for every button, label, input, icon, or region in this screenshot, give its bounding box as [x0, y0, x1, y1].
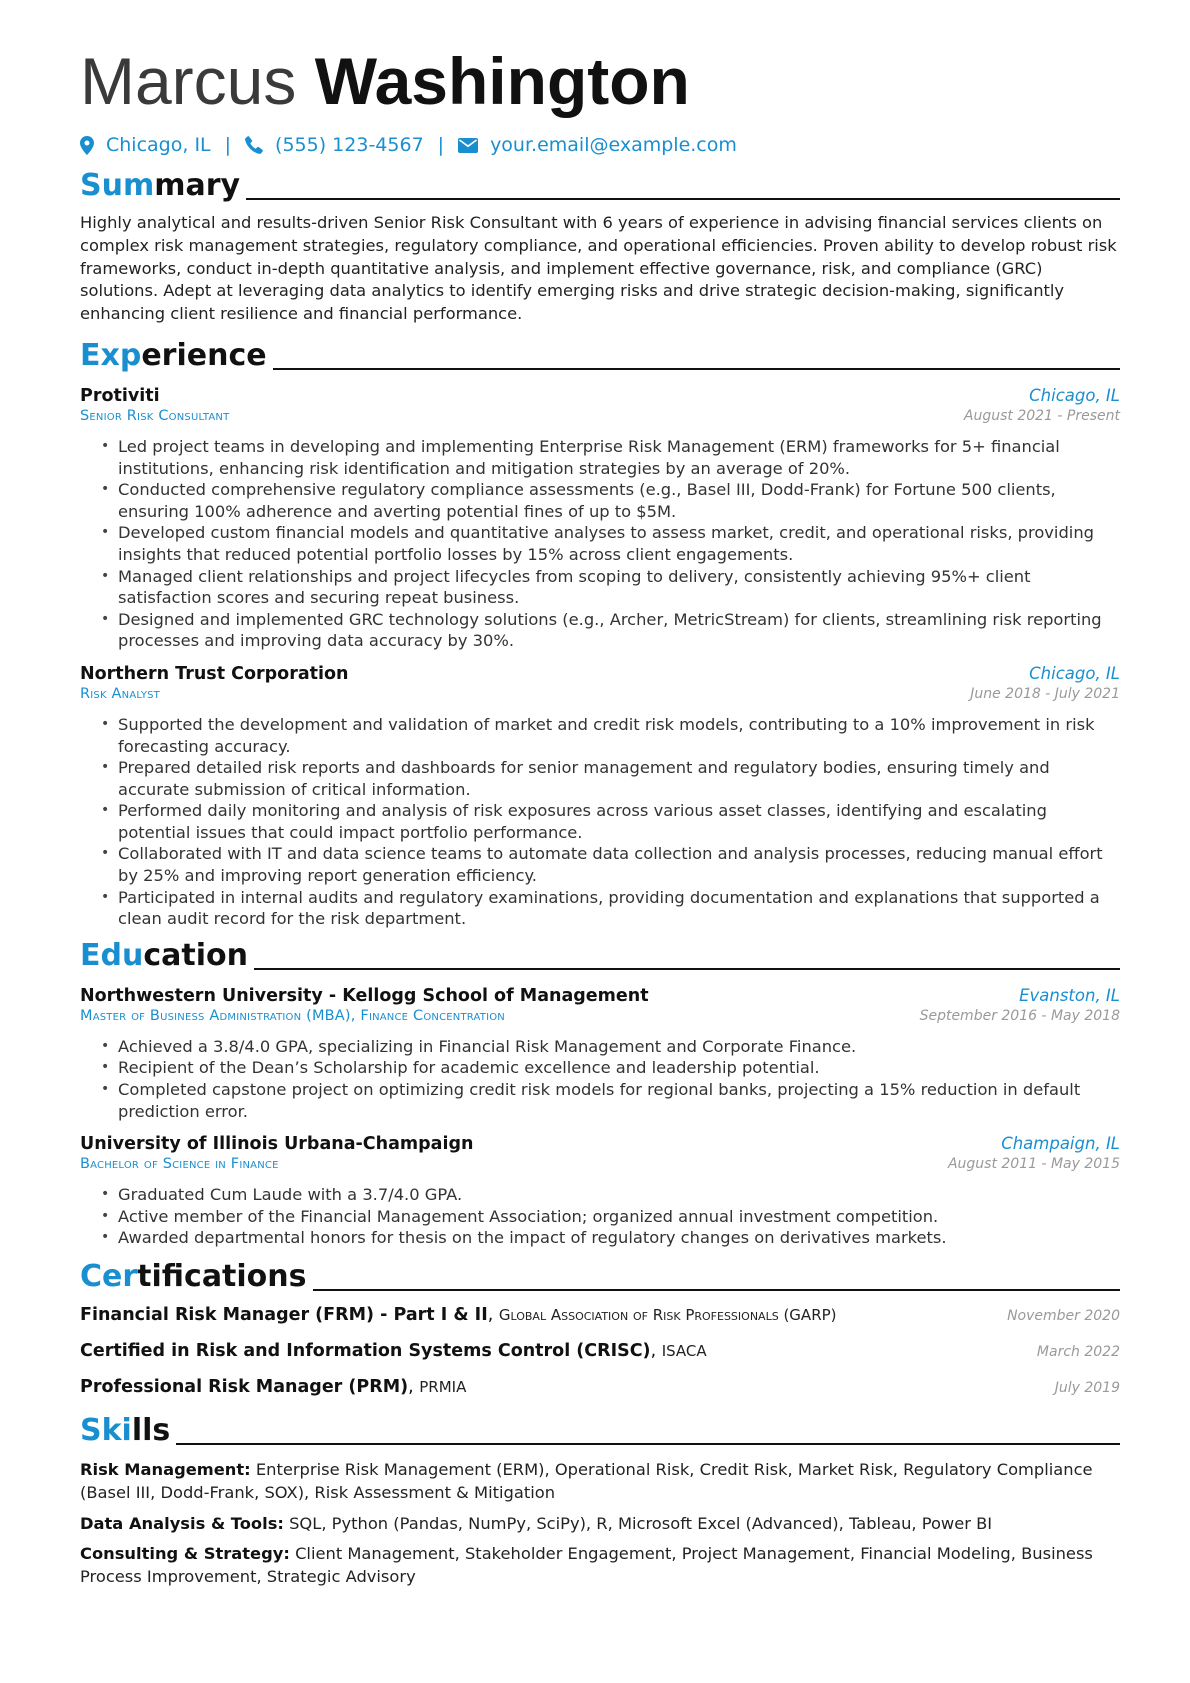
cert-name: Professional Risk Manager (PRM)	[80, 1377, 409, 1398]
job-title: Risk Analyst	[80, 685, 160, 702]
degree: Bachelor of Science in Finance	[80, 1156, 279, 1173]
list-item: • Conducted comprehensive regulatory compliance assessments (e.g., Basel III, Dodd-Frank) for Fortune 500 clients, ensuring 100% adherence and averting potential fines of up to $5M.	[118, 479, 1120, 522]
company-name: Protiviti	[80, 385, 160, 406]
certification-item: Certified in Risk and Information Systems Control (CRISC), ISACA March 2022	[80, 1341, 1120, 1362]
skills-heading: Skills	[80, 1411, 1120, 1451]
list-item: • Performed daily monitoring and analysis of risk exposures across various asset classes, identifying and escalating potential issues that could impact portfolio performance.	[118, 800, 1120, 843]
school-name: University of Illinois Urbana-Champaign	[80, 1134, 474, 1155]
list-item: • Collaborated with IT and data science teams to automate data collection and analysis processes, reducing manual effort by 25% and improving report generation efficiency.	[118, 843, 1120, 886]
skill-label: Data Analysis & Tools:	[80, 1513, 284, 1533]
section-divider	[313, 1289, 1120, 1291]
education-bullets	[80, 1036, 1120, 1122]
company-name: Northern Trust Corporation	[80, 663, 349, 684]
skill-list: Client Management, Stakeholder Engagement, Project Management, Financial Modeling, Business Process Improvement, Strategic Advisory	[80, 1544, 1093, 1587]
school-location: Evanston, IL	[1019, 985, 1120, 1005]
section-divider	[273, 368, 1120, 370]
job-entry	[80, 664, 1120, 930]
skill-label: Risk Management:	[80, 1460, 251, 1480]
list-item: • Graduated Cum Laude with a 3.7/4.0 GPA.	[118, 1184, 1120, 1206]
contact-separator: |	[437, 134, 445, 156]
education-dates: August 2011 - May 2015	[947, 1156, 1120, 1173]
list-item: • Awarded departmental honors for thesis on the impact of regulatory changes on derivatives markets.	[118, 1227, 1120, 1249]
skill-list: SQL, Python (Pandas, NumPy, SciPy), R, Microsoft Excel (Advanced), Tableau, Power BI	[289, 1513, 993, 1533]
contact-location	[80, 134, 211, 156]
list-item: • Supported the development and validation of market and credit risk models, contributing to a 10% improvement in risk forecasting accuracy.	[118, 714, 1120, 757]
contact-phone	[245, 134, 424, 156]
envelope-icon	[458, 138, 478, 153]
skill-label: Consulting & Strategy:	[80, 1544, 290, 1564]
contact-separator: |	[224, 134, 232, 156]
skill-group	[80, 1513, 1120, 1536]
education-entry	[80, 986, 1120, 1122]
education-heading: Education	[80, 936, 1120, 976]
section-divider	[176, 1443, 1120, 1445]
first-name: Marcus	[80, 44, 297, 118]
list-item: • Completed capstone project on optimizing credit risk models for regional banks, projecting a 15% reduction in default prediction error.	[118, 1079, 1120, 1122]
list-item: • Achieved a 3.8/4.0 GPA, specializing in Financial Risk Management and Corporate Finance.	[118, 1036, 1120, 1058]
summary-heading: Summary	[80, 166, 1120, 206]
resume-content	[80, 40, 1120, 1589]
education-bullets	[80, 1184, 1120, 1249]
list-item: • Managed client relationships and project lifecycles from scoping to delivery, consistently achieving 95%+ client satisfaction scores and securing repeat business.	[118, 566, 1120, 609]
candidate-name	[80, 40, 1120, 122]
phone-text[interactable]: (555) 123-4567	[275, 134, 424, 156]
list-item: • Designed and implemented GRC technology solutions (e.g., Archer, MetricStream) for clients, streamlining risk reporting processes and improving data accuracy by 30%.	[118, 609, 1120, 652]
skill-list: Enterprise Risk Management (ERM), Operational Risk, Credit Risk, Market Risk, Regulatory Compliance (Basel III, Dodd-Frank, SOX), Risk Assessment & Mitigation	[80, 1460, 1093, 1502]
degree: Master of Business Administration (MBA), Finance Concentration	[80, 1007, 505, 1024]
list-item: • Prepared detailed risk reports and dashboards for senior management and regulatory bodies, ensuring timely and accurate submission of critical information.	[118, 757, 1120, 800]
contact-line	[80, 128, 1120, 162]
map-pin-icon	[80, 136, 94, 155]
certification-item: Professional Risk Manager (PRM), PRMIA July 2019	[80, 1377, 1120, 1398]
job-entry	[80, 386, 1120, 652]
cert-issuer: ISACA	[661, 1342, 707, 1361]
certification-item: Financial Risk Manager (FRM) - Part I & II, Global Association of Risk Professionals (GARP) November 2020	[80, 1305, 1120, 1326]
cert-date: March 2022	[1036, 1344, 1120, 1361]
education-entry	[80, 1134, 1120, 1249]
job-bullets	[80, 714, 1120, 930]
cert-issuer: PRMIA	[419, 1378, 467, 1397]
cert-name: Financial Risk Manager (FRM) - Part I & II	[80, 1305, 488, 1326]
cert-date: November 2020	[1007, 1308, 1120, 1325]
job-dates: June 2018 - July 2021	[970, 685, 1120, 702]
list-item: • Participated in internal audits and regulatory examinations, providing documentation and explanations that supported a clean audit record for the risk department.	[118, 887, 1120, 930]
list-item: • Recipient of the Dean’s Scholarship for academic excellence and leadership potential.	[118, 1057, 1120, 1079]
experience-heading: Experience	[80, 336, 1120, 376]
education-dates: September 2016 - May 2018	[919, 1007, 1120, 1024]
skill-group	[80, 1543, 1120, 1589]
cert-date: July 2019	[1054, 1380, 1120, 1397]
skill-group	[80, 1459, 1120, 1505]
job-dates: August 2021 - Present	[963, 407, 1120, 424]
cert-issuer: Global Association of Risk Professionals (GARP)	[498, 1306, 837, 1325]
certifications-heading: Certifications	[80, 1257, 1120, 1297]
section-divider	[254, 968, 1120, 970]
school-name: Northwestern University - Kellogg School of Management	[80, 985, 649, 1006]
phone-icon	[245, 136, 263, 154]
email-link[interactable]: your.email@example.com	[490, 134, 737, 156]
contact-email	[458, 134, 737, 156]
list-item: • Developed custom financial models and quantitative analyses to assess market, credit, and operational risks, providing insights that reduced potential portfolio losses by 15% across client engagements.	[118, 522, 1120, 565]
section-divider	[246, 198, 1120, 200]
school-location: Champaign, IL	[1001, 1134, 1120, 1154]
list-item: • Active member of the Financial Management Association; organized annual investment competition.	[118, 1206, 1120, 1228]
job-location: Chicago, IL	[1029, 663, 1120, 683]
cert-name: Certified in Risk and Information Systems Control (CRISC)	[80, 1341, 651, 1362]
location-text: Chicago, IL	[106, 134, 211, 156]
last-name: Washington	[314, 44, 690, 118]
job-title: Senior Risk Consultant	[80, 407, 230, 424]
summary-text: Highly analytical and results-driven Senior Risk Consultant with 6 years of experience in advising financial services clients on complex risk management strategies, regulatory compliance, and operational efficiencies. Proven ability to develop robust risk frameworks, conduct in-depth quantitative analysis, and implement effective governance, risk, and compliance (GRC) solutions. Adept at leveraging data analytics to identify emerging risks and drive strategic decision-making, significantly enhancing client resilience and financial performance.	[80, 213, 1117, 324]
job-location: Chicago, IL	[1029, 385, 1120, 405]
job-bullets	[80, 436, 1120, 652]
list-item: • Led project teams in developing and implementing Enterprise Risk Management (ERM) frameworks for 5+ financial institutions, enhancing risk identification and mitigation strategies by an average of 20%.	[118, 436, 1120, 479]
